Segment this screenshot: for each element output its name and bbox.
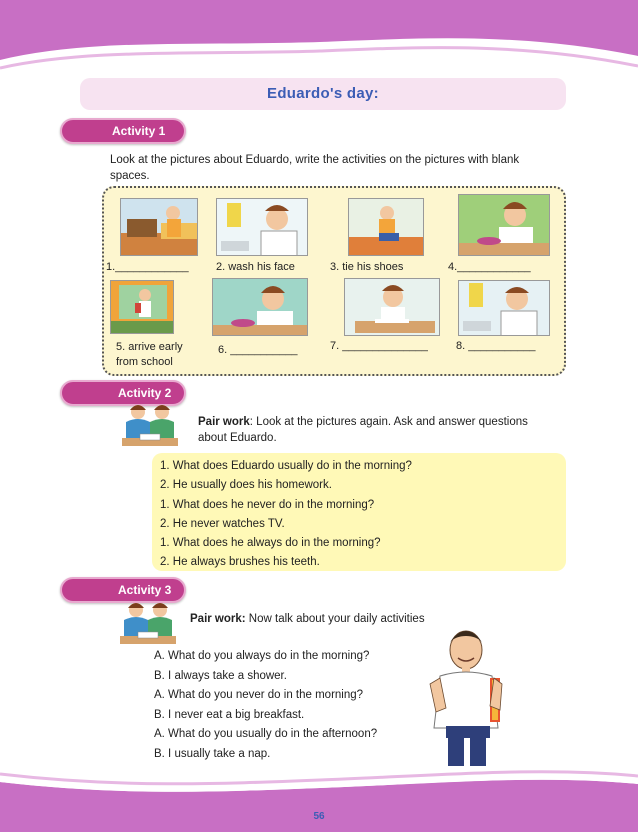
caption-5-line-2: from school <box>116 356 173 368</box>
dialogue-line: B. I never eat a big breakfast. <box>154 708 305 721</box>
top-decorative-band <box>0 0 638 70</box>
pair-work-icon <box>116 600 180 648</box>
picture-breakfast-1 <box>458 194 550 256</box>
activity-2-text-line-1: : Look at the pictures again. Ask and answer questions <box>249 416 528 428</box>
dialogue-line: 2. He usually does his homework. <box>160 479 332 492</box>
dialogue-line: 1. What does he always do in the morning? <box>160 537 381 550</box>
caption-7: 7. ______________ <box>330 340 428 352</box>
picture-homework <box>344 278 440 336</box>
caption-5: 5. arrive early <box>116 341 183 353</box>
page-number: 56 <box>313 811 325 822</box>
caption-3: 3. tie his shoes <box>330 261 404 273</box>
dialogue-line: 1. What does Eduardo usually do in the morning? <box>160 460 412 472</box>
picture-lunch <box>212 278 308 336</box>
dialogue-line: A. What do you always do in the morning? <box>154 650 370 662</box>
dialogue-line: A. What do you never do in the morning? <box>154 689 364 701</box>
activity-1-picture-box <box>102 186 566 376</box>
picture-arrive-from-school <box>110 280 174 334</box>
page-title: Eduardo's day: <box>267 85 379 102</box>
activity-3-text: Now talk about your daily activities <box>245 613 425 625</box>
activity-2-text-line-2: about Eduardo. <box>198 432 277 444</box>
picture-wash-face <box>216 198 308 256</box>
activity-2-badge: Activity 2 <box>60 380 186 406</box>
dialogue-line: B. I usually take a nap. <box>154 747 271 760</box>
dialogue-line: B. I always take a shower. <box>154 669 287 682</box>
activity-3-badge: Activity 3 <box>60 577 186 603</box>
picture-tie-shoes <box>348 198 424 256</box>
pair-work-icon <box>118 402 182 450</box>
caption-1: 1.____________ <box>106 261 189 273</box>
caption-8: 8. ___________ <box>456 340 536 352</box>
picture-wake-up <box>120 198 198 256</box>
dialogue-line: 1. What does he never do in the morning? <box>160 498 375 511</box>
dialogue-line: A. What do you usually do in the afternoon? <box>154 728 378 740</box>
activity-1-badge: Activity 1 <box>60 118 186 144</box>
activity-3-dialogue <box>154 647 377 764</box>
activity-3-lead: Pair work: <box>190 613 246 625</box>
title-bar <box>80 78 566 110</box>
dialogue-line: 2. He always brushes his teeth. <box>160 556 320 569</box>
boy-illustration <box>420 624 512 770</box>
activity-2-lead: Pair work <box>198 416 250 428</box>
caption-6: 6. ___________ <box>218 344 298 356</box>
activity-2-dialogue-box <box>152 453 566 571</box>
activity-2-instruction <box>198 414 558 446</box>
caption-2: 2. wash his face <box>216 261 295 273</box>
dialogue-line: 2. He never watches TV. <box>160 517 285 530</box>
activity-1-instruction: Look at the pictures about Eduardo, write the activities on the pictures with blank spaces. <box>110 154 520 182</box>
caption-4: 4.____________ <box>448 261 531 273</box>
picture-brush-teeth <box>458 280 550 336</box>
